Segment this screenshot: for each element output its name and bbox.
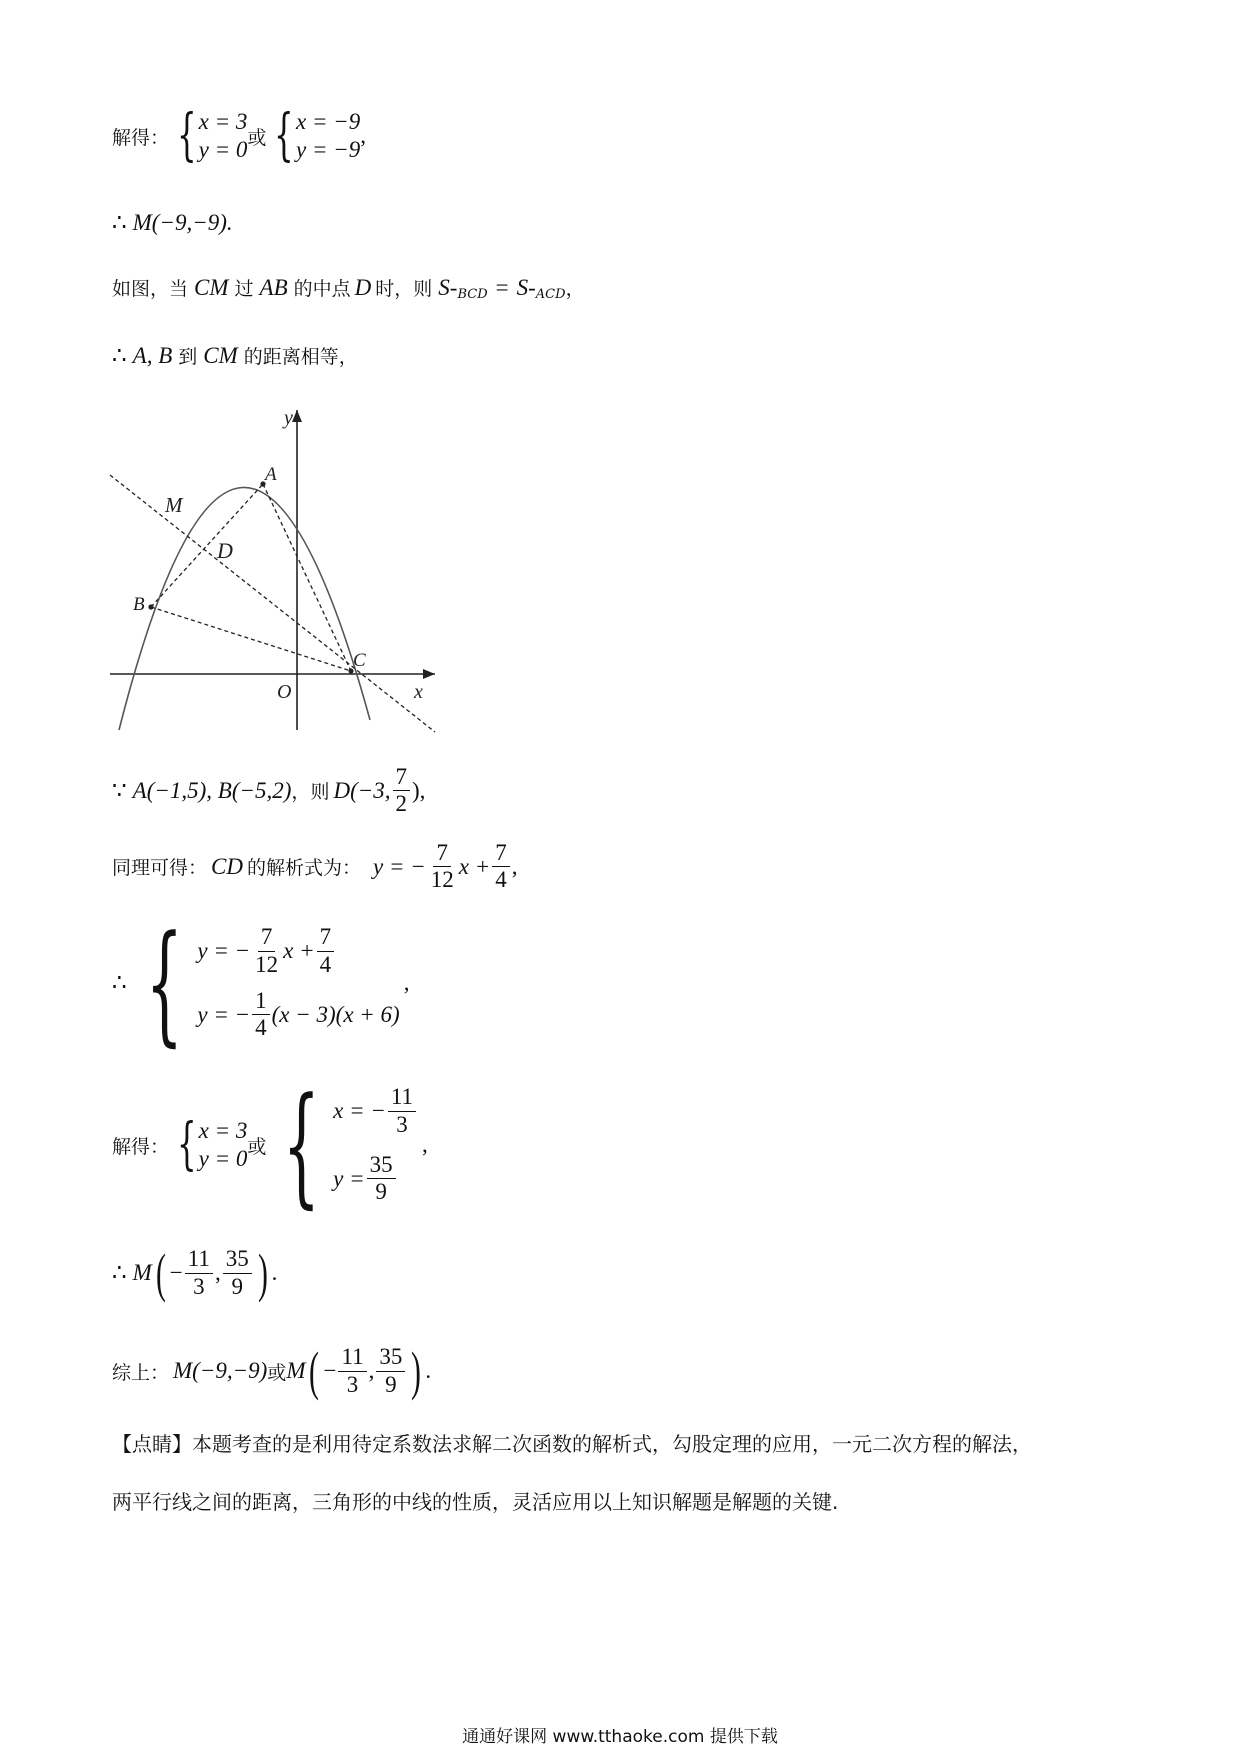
- text-shi: 时，则: [375, 278, 433, 300]
- system-cd-parabola: ∴ { y = − $\frac{7}{12}$ x + $\frac{7}{4}$ y = − $\frac{1}{4}$ (x − 3)(x + 6) ,: [112, 907, 410, 1059]
- num: 35: [376, 1344, 405, 1371]
- den: 3: [193, 1273, 205, 1299]
- num: 35: [223, 1246, 252, 1273]
- midpoint-calc: ∵ A(−1,5), B(−5,2) ， 则 D(−3, $\frac{7}{2}$ ),: [112, 764, 426, 817]
- y-axis-arrow: [292, 410, 302, 422]
- dianjing-line-2: 两平行线之间的距离，三角形的中线的性质，灵活应用以上知识解题是解题的关键.: [112, 1490, 839, 1514]
- y-eq-1: y = −: [197, 938, 251, 964]
- result-m2: ∴ M ( − $\frac{11}{3}$ , $\frac{35}{9}$ ) .: [112, 1243, 278, 1303]
- d-coord: D(−3,: [333, 777, 391, 803]
- or-label: 或: [267, 1361, 287, 1384]
- eq-x3: x = 3: [198, 1118, 248, 1143]
- eq-y0: y = 0: [198, 137, 248, 162]
- frac-1-4: [252, 988, 270, 1042]
- y-eq: y =: [333, 1165, 365, 1191]
- label-a: A: [265, 464, 277, 485]
- ab-label: AB: [259, 274, 288, 300]
- page-footer: 通通好课网 www.tthaoke.com 提供下载: [462, 1727, 778, 1747]
- num: 7: [393, 764, 411, 791]
- segment-ac: [263, 484, 351, 671]
- text-ze: 则: [310, 781, 330, 804]
- x-axis-arrow: [423, 669, 435, 679]
- s-label-2: S: [516, 274, 529, 300]
- result-m1: [112, 210, 233, 236]
- num: 7: [258, 924, 276, 951]
- eq-y-neg9: y = −9: [296, 137, 361, 162]
- frac-11-3: [185, 1246, 213, 1300]
- dianjing-line-1: 【点睛】本题考查的是利用待定系数法求解二次函数的解析式，勾股定理的应用，一元二次方程的解法，: [112, 1432, 1032, 1456]
- comma: ，: [291, 781, 311, 804]
- cd-label: CD: [211, 853, 243, 879]
- x-plus: x +: [283, 938, 315, 964]
- den: 12: [255, 951, 279, 977]
- point-b: [148, 604, 153, 609]
- cm-label: CM: [194, 274, 229, 300]
- s-label-1: S: [438, 274, 450, 300]
- num: 11: [338, 1344, 366, 1371]
- cd-expression: 同理可得： CD 的解析式为： y = − $\frac{7}{12}$ x + $\frac{7}{4}$ ,: [112, 840, 518, 893]
- therefore-symbol: ∴: [112, 970, 127, 995]
- den: 9: [375, 1179, 387, 1205]
- d-label: D: [354, 274, 372, 300]
- jiede-label: 解得：: [112, 126, 170, 149]
- x-plus: x +: [458, 853, 491, 879]
- or-label: 或: [247, 1135, 267, 1158]
- text-zongshang: 综上：: [112, 1361, 170, 1384]
- den: 4: [495, 867, 507, 893]
- frac-7-4: [317, 924, 335, 978]
- cm-label: CM: [203, 342, 238, 368]
- num: 11: [185, 1246, 213, 1273]
- frac-7-4: [492, 840, 510, 894]
- label-c: C: [353, 650, 366, 671]
- label-d: D: [217, 538, 233, 563]
- para-equal-distance: [112, 342, 358, 369]
- x-eq: x = −: [333, 1098, 386, 1124]
- frac-11-3: [338, 1344, 366, 1398]
- system-a: { x = 3 y = 0: [177, 103, 248, 168]
- den: 4: [319, 951, 332, 977]
- because-symbol: ∵: [112, 777, 127, 803]
- num: 11: [388, 1084, 416, 1111]
- num: 1: [252, 988, 270, 1015]
- solution-2: 解得： { x = 3 y = 0 或 { x = − $\frac{11}{3}$ y = $\frac{35}{9}$ ,: [112, 1069, 428, 1221]
- den: 3: [346, 1371, 359, 1397]
- system-b: { x = −9 y = −9: [274, 103, 361, 168]
- frac-7-12: [252, 924, 281, 978]
- parabola-curve: [119, 487, 370, 730]
- jiede-label: 解得：: [112, 1135, 170, 1158]
- eq-y0: y = 0: [198, 1146, 248, 1171]
- y-eq: y = −: [372, 853, 426, 879]
- frac-35-9: [223, 1246, 252, 1300]
- therefore-symbol: ∴: [112, 1260, 127, 1285]
- segment-bc: [151, 607, 351, 671]
- y-eq-2: y = −: [197, 1001, 251, 1027]
- den: 2: [395, 791, 407, 817]
- text-rutu: 如图，当: [112, 278, 189, 300]
- sub-acd: ACD: [535, 287, 566, 302]
- conclusion: 综上： M(−9,−9) 或 M ( − $\frac{11}{3}$ , $\frac{35}{9}$ ) .: [112, 1341, 432, 1401]
- den: 3: [396, 1111, 408, 1137]
- text-zhongdian: 的中点: [293, 278, 351, 300]
- m-label: M: [286, 1358, 306, 1383]
- den: 9: [385, 1371, 397, 1397]
- label-b: B: [133, 594, 145, 615]
- y-axis-label: y: [284, 407, 293, 429]
- eq-x3: x = 3: [198, 109, 248, 134]
- parabola-figure: [105, 400, 450, 745]
- therefore-symbol: ∴: [112, 210, 127, 235]
- num: 7: [433, 840, 451, 867]
- text-dao: 到: [178, 346, 198, 368]
- origin-label: O: [277, 681, 292, 703]
- label-m: M: [165, 493, 183, 517]
- solution-1: 解得： { x = 3 y = 0 或 { x = −9 y = −9 ,: [112, 103, 367, 168]
- m1-value: M(−9,−9).: [132, 210, 233, 235]
- therefore-symbol: ∴: [112, 342, 127, 368]
- para-midpoint: 如图，当 CM 过 AB 的中点 D 时，则 S - BCD = S - ACD ，: [112, 274, 585, 302]
- frac-7-12: [428, 840, 457, 894]
- frac-35-9: [367, 1152, 396, 1206]
- frac-11-3: [388, 1084, 416, 1138]
- comma: ，: [565, 278, 585, 300]
- den: 4: [255, 1015, 267, 1041]
- x-axis-label: x: [414, 681, 423, 703]
- num: 7: [317, 924, 335, 951]
- m1-value: M(−9,−9): [173, 1358, 268, 1383]
- m-label: M: [132, 1260, 152, 1285]
- equals-sign: =: [495, 274, 509, 300]
- or-label: 或: [247, 126, 267, 149]
- line-cm: [110, 475, 435, 732]
- factor-expr: (x − 3)(x + 6): [271, 1001, 400, 1027]
- text-distance-equal: 的距离相等，: [243, 346, 358, 368]
- den: 9: [231, 1273, 243, 1299]
- system-c: { x = 3 y = 0: [177, 1112, 248, 1177]
- text-tongli: 同理可得：: [112, 857, 208, 880]
- text-jiexishi: 的解析式为：: [246, 857, 361, 880]
- num: 35: [367, 1152, 396, 1179]
- num: 7: [492, 840, 510, 867]
- ab-points: A, B: [132, 342, 173, 368]
- frac-35-9: [376, 1344, 405, 1398]
- eq-x-neg9: x = −9: [296, 109, 361, 134]
- text-guo: 过: [234, 278, 254, 300]
- den: 12: [430, 867, 454, 893]
- points-ab: A(−1,5), B(−5,2): [132, 777, 292, 803]
- sub-bcd: BCD: [457, 287, 488, 302]
- frac-7-2: [393, 764, 411, 818]
